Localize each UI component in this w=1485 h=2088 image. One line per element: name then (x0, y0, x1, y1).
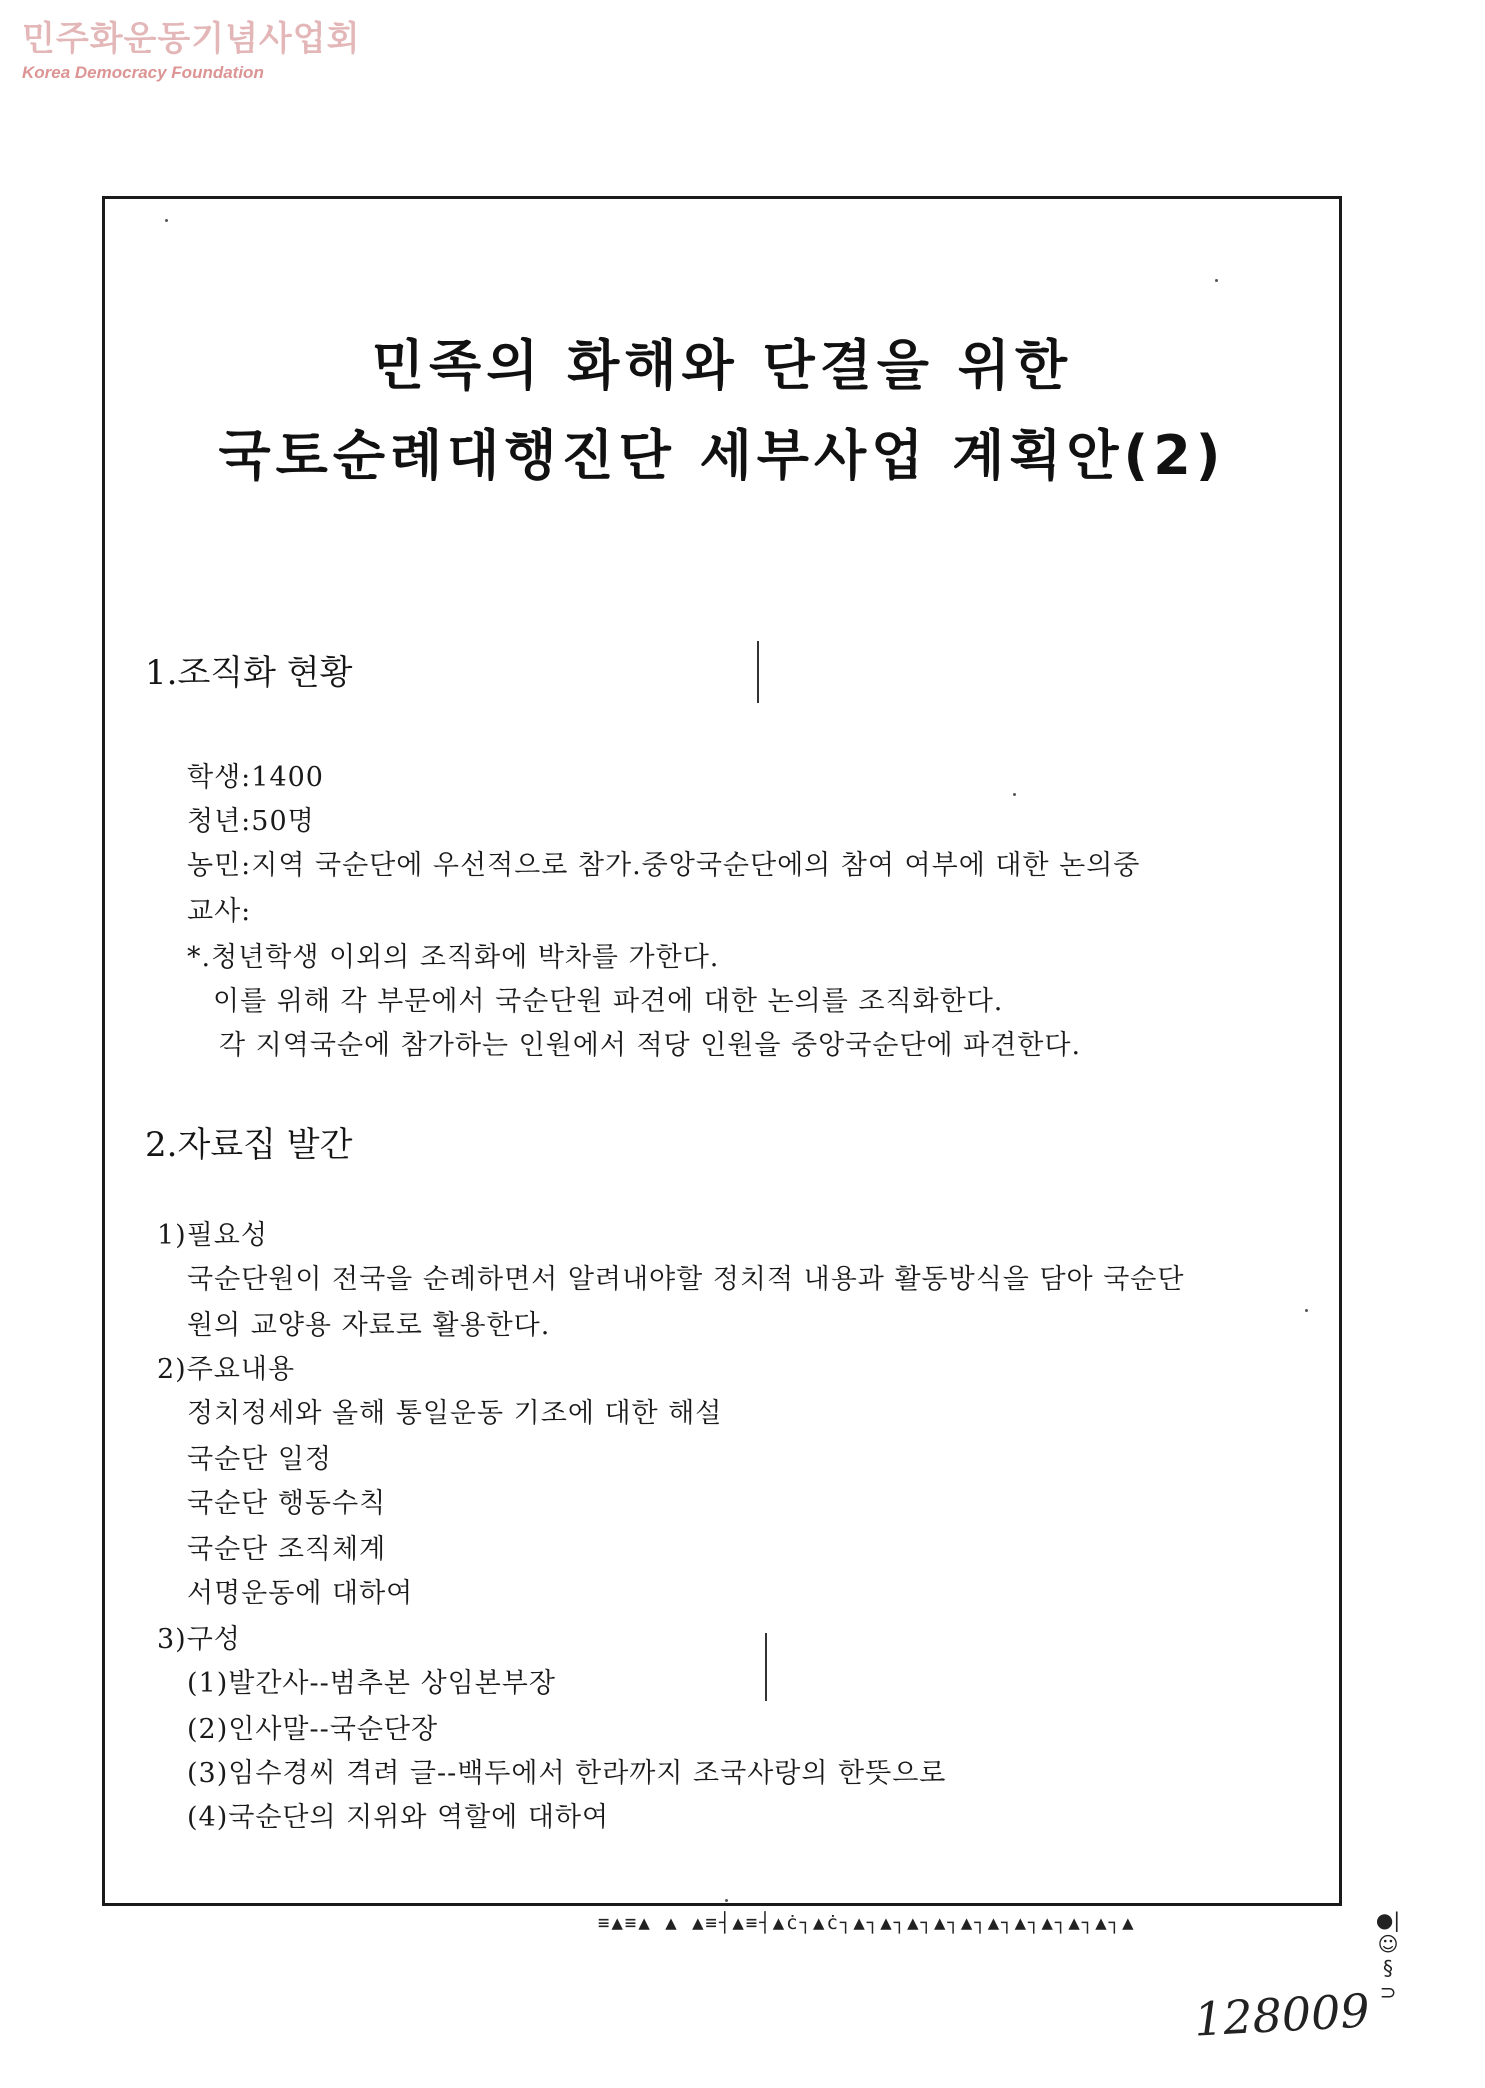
structure-item: (4)국순단의 지위와 역할에 대하여 (187, 1802, 610, 1833)
section1-line: 청년:50명 (187, 806, 315, 837)
scan-speck (725, 1899, 728, 1902)
section1-line: 이를 위해 각 부문에서 국순단원 파견에 대한 논의를 조직화한다. (213, 986, 1004, 1017)
structure-item: (2)인사말--국순단장 (187, 1714, 439, 1745)
side-mark: ⊃ (1379, 1980, 1397, 2004)
document-title-line1: 민족의 화해와 단결을 위한 (371, 334, 1073, 397)
watermark-logo (22, 20, 360, 84)
handwritten-doc-number: 128009 (1192, 1983, 1371, 2047)
content-item: 국순단 조직체계 (187, 1534, 387, 1565)
scan-speck (1215, 279, 1218, 282)
content-item: 국순단 행동수칙 (187, 1488, 387, 1519)
section1-line: 각 지역국순에 참가하는 인원에서 적당 인원을 중앙국순단에 파견한다. (219, 1030, 1082, 1061)
section1-line: *.청년학생 이외의 조직화에 박차를 가한다. (187, 942, 720, 973)
watermark-english: Korea Democracy Foundation (22, 63, 264, 82)
side-mark: § (1383, 1956, 1393, 1980)
content-item: 국순단 일정 (187, 1444, 332, 1475)
structure-label: 3)구성 (157, 1624, 241, 1655)
scan-artifact-line (765, 1633, 767, 1701)
section1-line: 농민:지역 국순단에 우선적으로 참가.중앙국순단에의 참여 여부에 대한 논의중 (187, 850, 1141, 881)
section1-heading: 1.조직화 현황 (145, 653, 353, 693)
structure-item: (3)임수경씨 격려 글--백두에서 한라까지 조국사랑의 한뜻으로 (187, 1758, 947, 1789)
structure-item: (1)발간사--범추본 상임본부장 (187, 1668, 556, 1699)
need-line: 국순단원이 전국을 순례하면서 알려내야할 정치적 내용과 활동방식을 담아 국순단 (187, 1264, 1185, 1295)
document-frame (102, 196, 1342, 1906)
scan-speck (1305, 1309, 1308, 1312)
footer-marks: ≡▲≡▲ ▲ ▲≡┤▲≡┤▲ċ┐▲ċ┐▲┐▲┐▲┐▲┐▲┐▲┐▲┐▲┐▲┐▲┐▲ (598, 1912, 1136, 1934)
section1-line: 교사: (187, 896, 252, 927)
scan-speck (165, 219, 168, 222)
need-line: 원의 교양용 자료로 활용한다. (187, 1310, 551, 1341)
content-item: 서명운동에 대하여 (187, 1578, 414, 1609)
content-label: 2)주요내용 (157, 1354, 296, 1385)
section1-line: 학생:1400 (187, 762, 324, 793)
need-label: 1)필요성 (157, 1220, 268, 1251)
scan-speck (1013, 793, 1016, 796)
watermark-korean: 민주화운동기념사업회 (22, 19, 361, 59)
side-mark: ●|☺ (1375, 1908, 1401, 1956)
document-title-line2: 국토순례대행진단 세부사업 계획안(2) (218, 424, 1226, 487)
section2-heading: 2.자료집 발간 (145, 1125, 353, 1165)
side-marks (1368, 1908, 1408, 2004)
content-item: 정치정세와 올해 통일운동 기조에 대한 해설 (187, 1398, 723, 1429)
scan-artifact-line (757, 641, 759, 703)
